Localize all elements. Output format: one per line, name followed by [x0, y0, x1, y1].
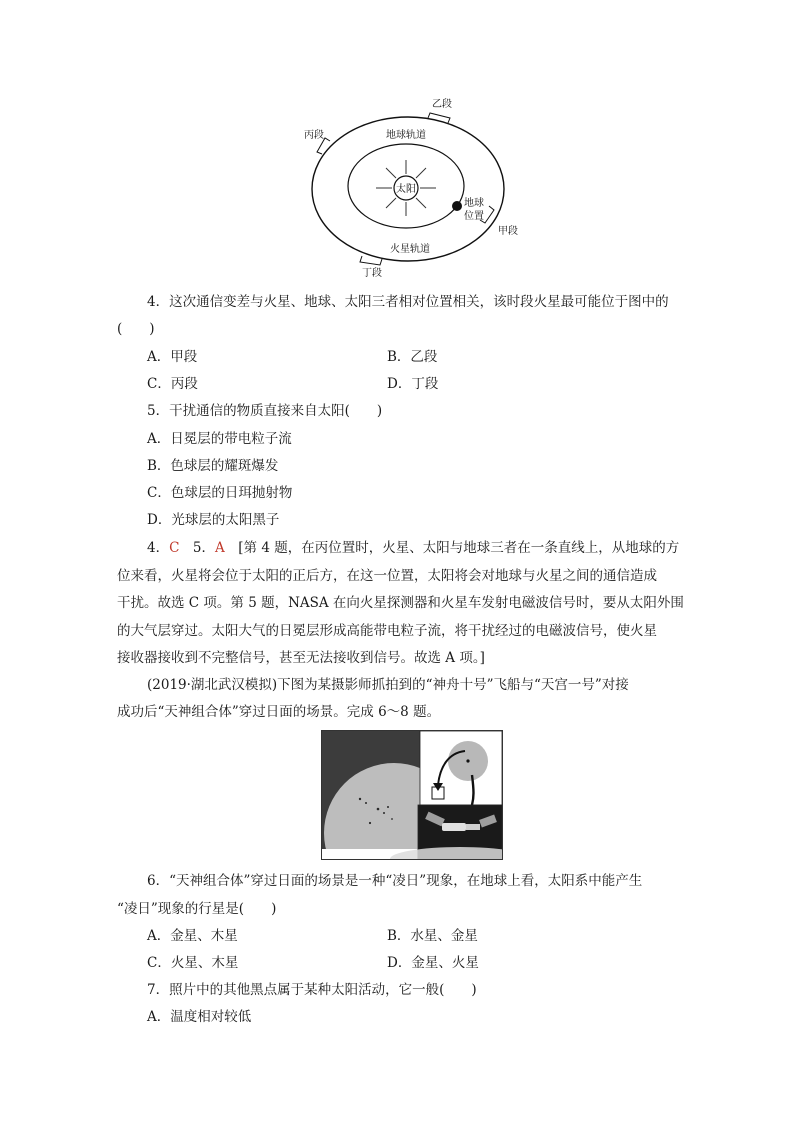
intro-line1: (2019·湖北武汉模拟)下图为某摄影师抓拍到的“神舟十号”飞船与“天宫一号”对接	[147, 677, 629, 693]
q4-option-d: D．丁段	[387, 376, 439, 392]
q7-stem: 7．照片中的其他黑点属于某种太阳活动，它一般( )	[147, 982, 477, 998]
q4-stem-line2: ( )	[117, 321, 155, 337]
q6-option-c: C．火星、木星	[147, 955, 239, 971]
segment-yi-marker	[428, 113, 450, 123]
q6-option-a: A．金星、木星	[147, 928, 238, 944]
sun-label: 太阳	[396, 184, 416, 195]
q5-stem: 5．干扰通信的物质直接来自太阳( )	[147, 403, 383, 419]
segment-jia-label: 甲段	[498, 226, 518, 237]
q6-option-d: D．金星、火星	[387, 955, 479, 971]
segment-bing-label: 丙段	[304, 130, 324, 141]
q4-option-a: A．甲段	[147, 349, 198, 365]
earth-orbit-label: 地球轨道	[386, 130, 426, 141]
q7-option-a: A．温度相对较低	[147, 1009, 252, 1025]
answer-mid: 5．	[179, 540, 216, 556]
answer-line3: 干扰。故选 C 项。第 5 题，NASA 在向火星探测器和火星车发射电磁波信号时，要从太阳外围	[117, 595, 684, 611]
answer-q5: A	[215, 540, 225, 556]
earth-position-label-2: 位置	[464, 211, 484, 222]
answer-line1	[147, 538, 679, 558]
q6-stem-line1: 6．“天神组合体”穿过日面的场景是一种“凌日”现象，在地球上看，太阳系中能产生	[147, 873, 643, 889]
q6-stem-line2: “凌日”现象的行星是( )	[117, 901, 277, 917]
earth-icon	[452, 201, 462, 211]
answer-line2: 位来看，火星将会位于太阳的正后方，在这一位置，太阳将会对地球与火星之间的通信造成	[117, 568, 657, 584]
intro-line2: 成功后“天神组合体”穿过日面的场景。完成 6～8 题。	[117, 704, 441, 720]
q5-option-c: C．色球层的日珥抛射物	[147, 485, 293, 501]
segment-yi-label: 乙段	[432, 99, 452, 110]
mars-orbit-label: 火星轨道	[390, 244, 430, 255]
answer-line5: 接收器接收到不完整信号，甚至无法接收到信号。故选 A 项。]	[117, 650, 485, 666]
q6-option-b: B．水星、金星	[387, 928, 478, 944]
q4-option-c: C．丙段	[147, 376, 198, 392]
q5-option-a: A．日冕层的带电粒子流	[147, 431, 292, 447]
q5-option-b: B．色球层的耀斑爆发	[147, 458, 279, 474]
orbit-diagram	[290, 92, 530, 282]
answer-q4: C	[169, 540, 180, 556]
segment-ding-label: 丁段	[362, 268, 382, 279]
answer-prefix: 4．	[147, 540, 170, 556]
q5-option-d: D．光球层的太阳黑子	[147, 512, 280, 528]
answer-line1-rest: [第 4 题，在丙位置时，火星、太阳与地球三者在一条直线上，从地球的方	[224, 540, 680, 556]
q4-option-b: B．乙段	[387, 349, 438, 365]
sun-transit-photo	[321, 730, 503, 860]
answer-line4: 的大气层穿过。太阳大气的日冕层形成高能带电粒子流，将干扰经过的电磁波信号，使火星	[117, 623, 657, 639]
earth-position-label-1: 地球	[464, 198, 484, 209]
q4-stem-line1: 4．这次通信变差与火星、地球、太阳三者相对位置相关，该时段火星最可能位于图中的	[147, 294, 669, 310]
sun-transit-photo-graphic	[322, 731, 502, 859]
